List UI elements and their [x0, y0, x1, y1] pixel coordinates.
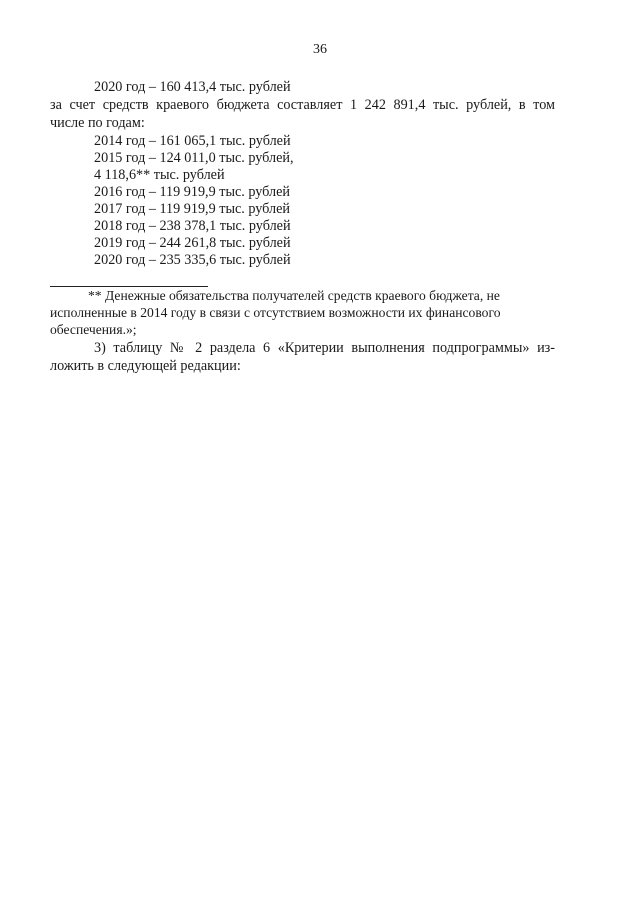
item-3-line-1: 3) таблицу № 2 раздела 6 «Критерии выполнения подпрограммы» из-	[94, 340, 555, 356]
page-number: 36	[313, 42, 327, 57]
year-line-2014: 2014 год – 161 065,1 тыс. рублей	[94, 133, 291, 149]
footnote-line-2: исполненные в 2014 году в связи с отсутствием возможности их финансового	[50, 305, 501, 320]
footnote-line-1: ** Денежные обязательства получателей средств краевого бюджета, не	[88, 288, 500, 303]
item-3-line-2: ложить в следующей редакции:	[50, 358, 241, 374]
year-line-2020: 2020 год – 235 335,6 тыс. рублей	[94, 252, 291, 268]
year-line-2019: 2019 год – 244 261,8 тыс. рублей	[94, 235, 291, 251]
year-line-2015: 2015 год – 124 011,0 тыс. рублей,	[94, 150, 294, 166]
text-line-2020-total: 2020 год – 160 413,4 тыс. рублей	[94, 79, 291, 95]
footnote-line-3: обеспечения.»;	[50, 322, 137, 337]
year-line-2015-extra: 4 118,6** тыс. рублей	[94, 167, 225, 183]
text-line-by-years: числе по годам:	[50, 115, 145, 131]
year-line-2018: 2018 год – 238 378,1 тыс. рублей	[94, 218, 291, 234]
year-line-2016: 2016 год – 119 919,9 тыс. рублей	[94, 184, 291, 200]
year-line-2017: 2017 год – 119 919,9 тыс. рублей	[94, 201, 291, 217]
text-line-regional-budget: за счет средств краевого бюджета составляет 1 242 891,4 тыс. рублей, в том	[50, 97, 555, 113]
